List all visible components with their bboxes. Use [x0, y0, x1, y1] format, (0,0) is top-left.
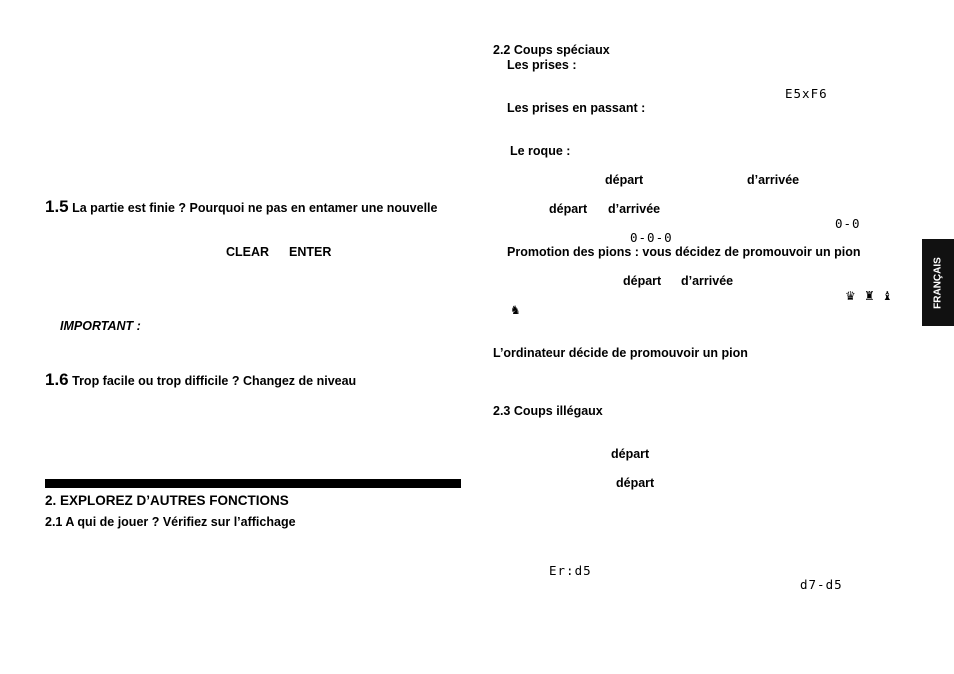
- depart-label-2: départ: [549, 202, 588, 216]
- section-divider: [45, 479, 461, 488]
- arrivee-label-1: d’arrivée: [747, 173, 800, 187]
- arrivee-label-2: d’arrivée: [608, 202, 661, 216]
- lcd-display-error: Er:d5: [549, 563, 592, 578]
- section-1-6-heading: [45, 372, 356, 389]
- important-label: IMPORTANT :: [60, 319, 141, 333]
- section-1-5-title: La partie est finie ? Pourquoi ne pas en entamer une nouvelle: [72, 201, 438, 215]
- lcd-display-e5xf6: E5xF6: [785, 86, 828, 101]
- depart-label-1: départ: [605, 173, 644, 187]
- queen-icon: ♛: [845, 289, 856, 303]
- section-2-title: 2. EXPLOREZ D’AUTRES FONCTIONS: [45, 493, 289, 508]
- promotion-heading: Promotion des pions : vous décidez de promouvoir un pion: [507, 245, 861, 259]
- castling-heading: Le roque :: [510, 144, 571, 158]
- language-tab-label: FRANÇAIS: [932, 256, 944, 309]
- section-1-6-title: Trop facile ou trop difficile ? Changez de niveau: [72, 374, 357, 388]
- section-1-6-number: 1.6: [45, 370, 69, 389]
- en-passant-heading: Les prises en passant :: [507, 101, 646, 115]
- lcd-display-long-castle: 0-0-0: [630, 230, 673, 245]
- clear-key-label: CLEAR: [226, 245, 270, 259]
- enter-key-label: ENTER: [289, 245, 332, 259]
- captures-heading: Les prises :: [507, 58, 577, 72]
- rook-icon: ♜: [864, 289, 875, 303]
- bishop-icon: ♝: [882, 289, 893, 303]
- language-tab: [922, 239, 954, 326]
- depart-label-5: départ: [616, 476, 655, 490]
- depart-label-3: départ: [623, 274, 662, 288]
- depart-label-4: départ: [611, 447, 650, 461]
- section-2-3-title: 2.3 Coups illégaux: [493, 404, 603, 418]
- section-1-5-heading: [45, 199, 437, 216]
- section-2-2-title: 2.2 Coups spéciaux: [493, 43, 610, 57]
- section-1-5-number: 1.5: [45, 197, 69, 216]
- computer-promotion-heading: L’ordinateur décide de promouvoir un pion: [493, 346, 748, 360]
- lcd-display-d7-d5: d7-d5: [800, 577, 843, 592]
- lcd-display-short-castle: 0-0: [835, 216, 861, 231]
- knight-icon: ♞: [510, 303, 521, 317]
- section-2-1-title: 2.1 A qui de jouer ? Vérifiez sur l’affichage: [45, 515, 296, 529]
- arrivee-label-3: d’arrivée: [681, 274, 734, 288]
